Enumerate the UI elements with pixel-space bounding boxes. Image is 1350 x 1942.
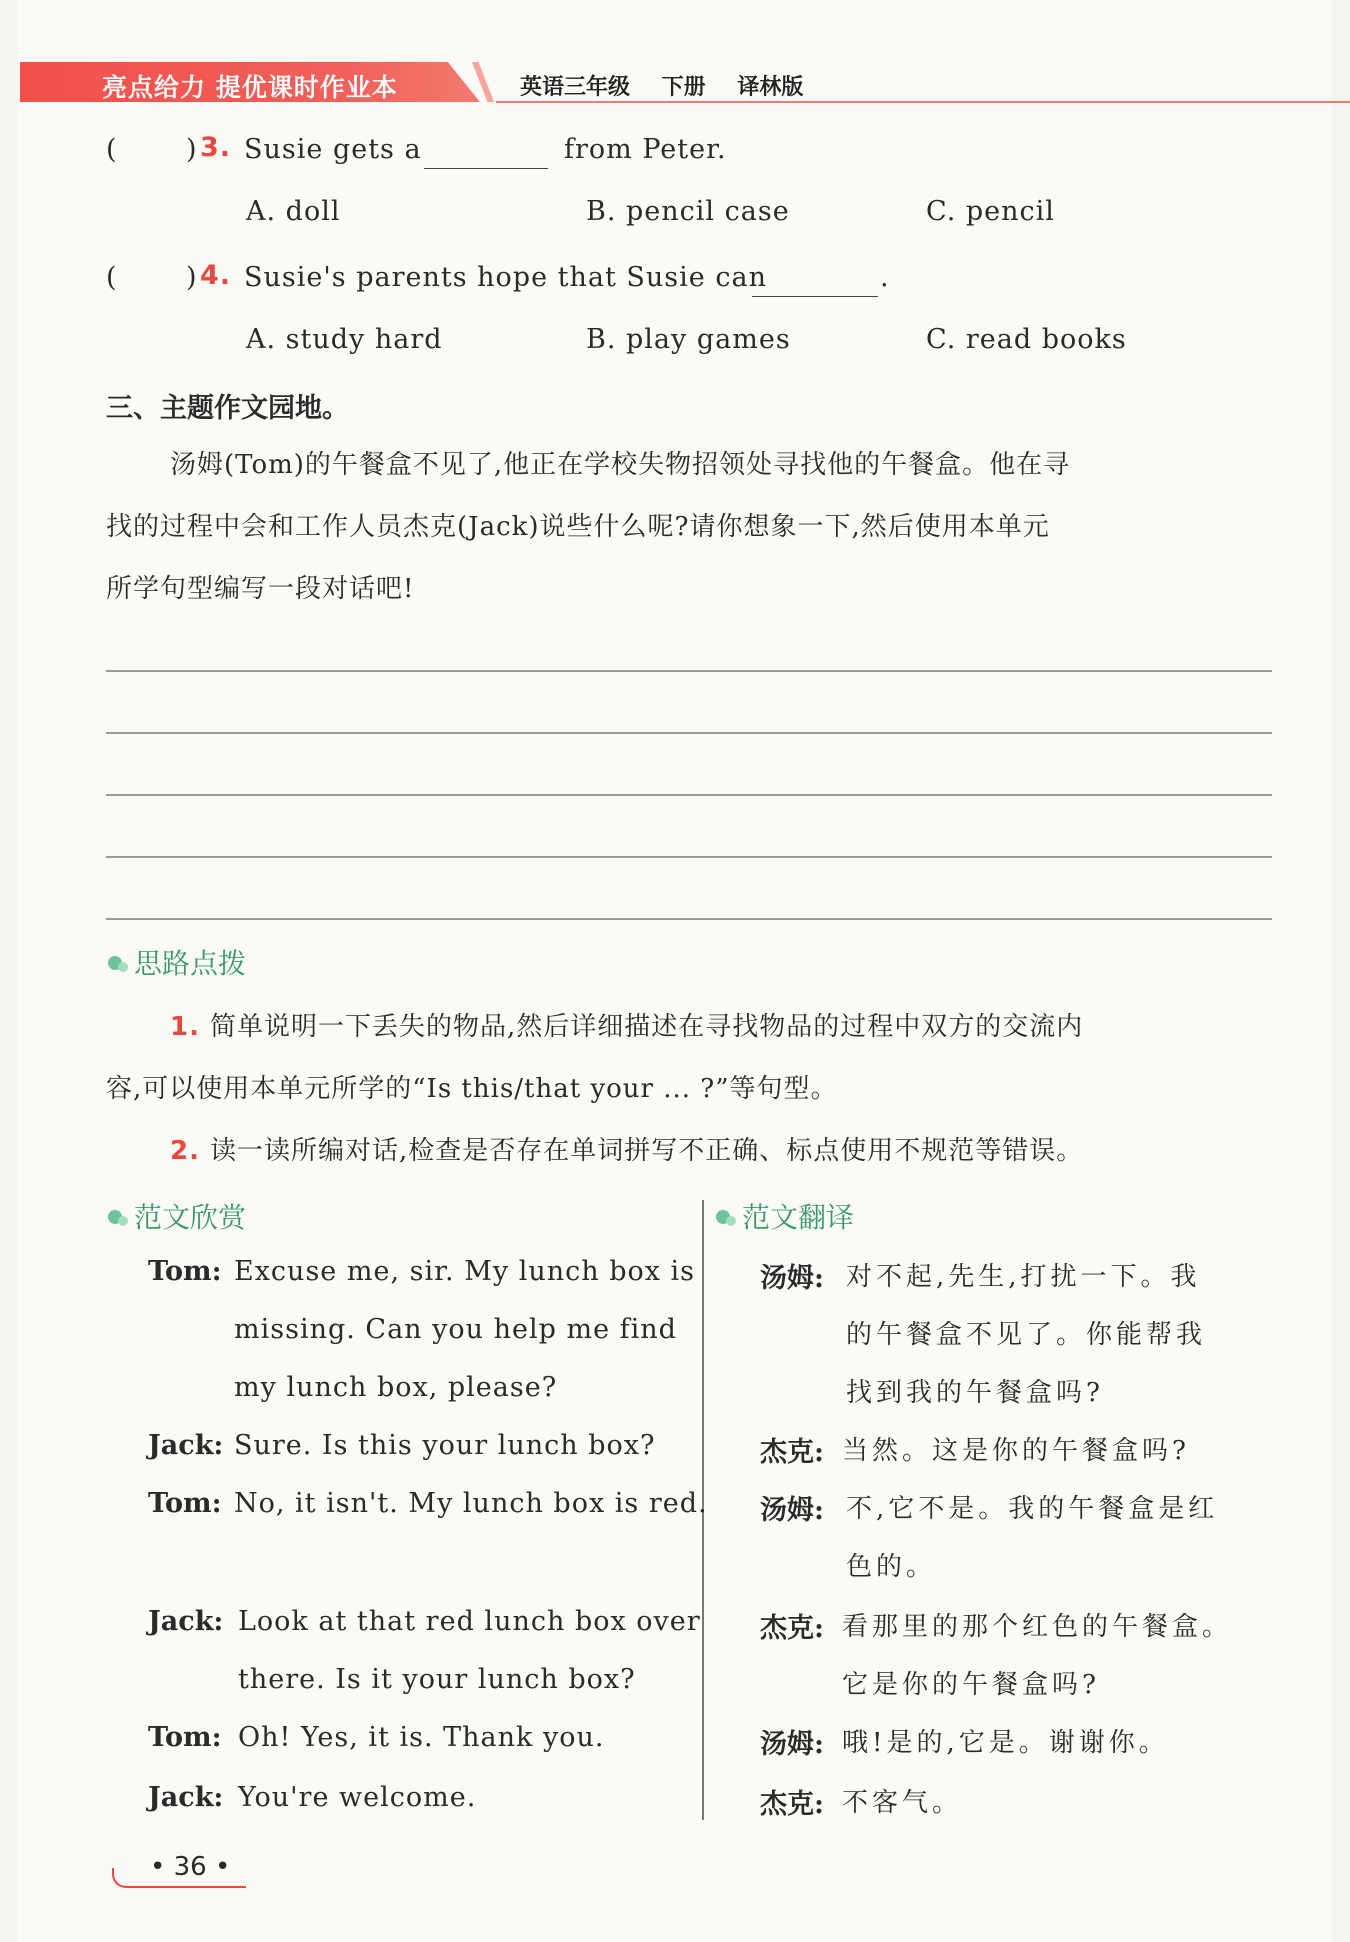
translation-line: 不,它不是。我的午餐盒是红 [846,1494,1219,1524]
answer-paren-close: ) [186,134,198,165]
dialogue-line: Look at that red lunch box over [238,1606,701,1637]
translation-line: 哦!是的,它是。谢谢你。 [842,1728,1169,1758]
question-text-after: from Peter. [564,134,727,165]
composition-prompt-line-1: 汤姆(Tom)的午餐盒不见了,他正在学校失物招领处寻找他的午餐盒。他在寻 [170,450,1071,480]
option-a[interactable]: A. study hard [246,324,443,355]
answer-blank[interactable] [752,270,878,297]
leaf-icon-small [118,962,128,972]
composition-title: 三、主题作文园地。 [106,393,349,424]
question-text: Susie gets a [244,134,422,165]
dialogue-line: Oh! Yes, it is. Thank you. [238,1722,605,1753]
speaker-label: 汤姆: [760,1263,824,1294]
speaker-label: Tom: [148,1722,222,1753]
header-rule [496,101,1350,103]
translation-line: 看那里的那个红色的午餐盒。 [842,1612,1233,1642]
tip-text-cont: 容,可以使用本单元所学的“Is this/that your ... ?”等句型。 [106,1074,838,1104]
speaker-label: 杰克: [760,1789,824,1820]
question-text: Susie's parents hope that Susie can [244,262,767,293]
speaker-label: 杰克: [760,1613,824,1644]
translation-heading: 范文翻译 [742,1201,855,1234]
translation-line: 色的。 [846,1552,937,1582]
sample-heading: 范文欣赏 [134,1201,247,1234]
book-title: 亮点给力 提优课时作业本 [102,73,398,102]
dialogue-line: my lunch box, please? [234,1372,558,1403]
speaker-label: 杰克: [760,1437,824,1468]
option-b[interactable]: B. play games [586,324,791,355]
dialogue-line: No, it isn't. My lunch box is red. [234,1488,708,1519]
composition-prompt-line-3: 所学句型编写一段对话吧! [106,574,415,604]
translation-line: 对不起,先生,打扰一下。我 [846,1262,1201,1292]
leaf-icon-small [118,1216,128,1226]
banner-stripe [472,62,494,102]
tip-text: 读一读所编对话,检查是否存在单词拼写不正确、标点使用不规范等错误。 [210,1136,1084,1166]
composition-prompt-line-2: 找的过程中会和工作人员杰克(Jack)说些什么呢?请你想象一下,然后使用本单元 [106,512,1050,542]
speaker-label: Jack: [148,1606,224,1637]
speaker-label: Jack: [148,1782,224,1813]
option-a[interactable]: A. doll [246,196,341,227]
tip-text: 简单说明一下丢失的物品,然后详细描述在寻找物品的过程中双方的交流内 [210,1012,1084,1042]
tip-number: 1. [170,1012,200,1042]
answer-paren-open: ( [106,134,118,165]
translation-line: 它是你的午餐盒吗? [842,1670,1100,1700]
dialogue-line: Sure. Is this your lunch box? [234,1430,656,1461]
answer-blank[interactable] [424,142,548,169]
header-banner [20,58,1332,104]
writing-line-3[interactable] [106,794,1272,796]
option-c[interactable]: C. read books [926,324,1127,355]
question-text-after: . [880,262,890,293]
dialogue-line: there. Is it your lunch box? [238,1664,636,1695]
writing-line-4[interactable] [106,856,1272,858]
dialogue-line: Excuse me, sir. My lunch box is [234,1256,696,1287]
answer-paren-close: ) [186,262,198,293]
tips-heading: 思路点拨 [134,947,247,980]
page-number: • 36 • [150,1852,231,1882]
translation-line: 的午餐盒不见了。你能帮我 [846,1320,1207,1350]
speaker-label: 汤姆: [760,1495,824,1526]
writing-line-5[interactable] [106,918,1272,920]
option-b[interactable]: B. pencil case [586,196,790,227]
question-number: 3. [200,132,232,163]
option-c[interactable]: C. pencil [926,196,1055,227]
writing-line-2[interactable] [106,732,1272,734]
speaker-label: Tom: [148,1488,222,1519]
question-number: 4. [200,260,232,291]
speaker-label: Tom: [148,1256,222,1287]
dialogue-line: You're welcome. [238,1782,477,1813]
answer-paren-open: ( [106,262,118,293]
speaker-label: Jack: [148,1430,224,1461]
translation-line: 当然。这是你的午餐盒吗? [842,1436,1190,1466]
book-meta: 英语三年级 下册 译林版 [520,75,804,100]
translation-line: 不客气。 [842,1788,963,1818]
dialogue-line: missing. Can you help me find [234,1314,677,1345]
translation-line: 找到我的午餐盒吗? [846,1378,1104,1408]
tip-number: 2. [170,1136,200,1166]
leaf-icon-small [726,1216,736,1226]
speaker-label: 汤姆: [760,1729,824,1760]
writing-line-1[interactable] [106,670,1272,672]
